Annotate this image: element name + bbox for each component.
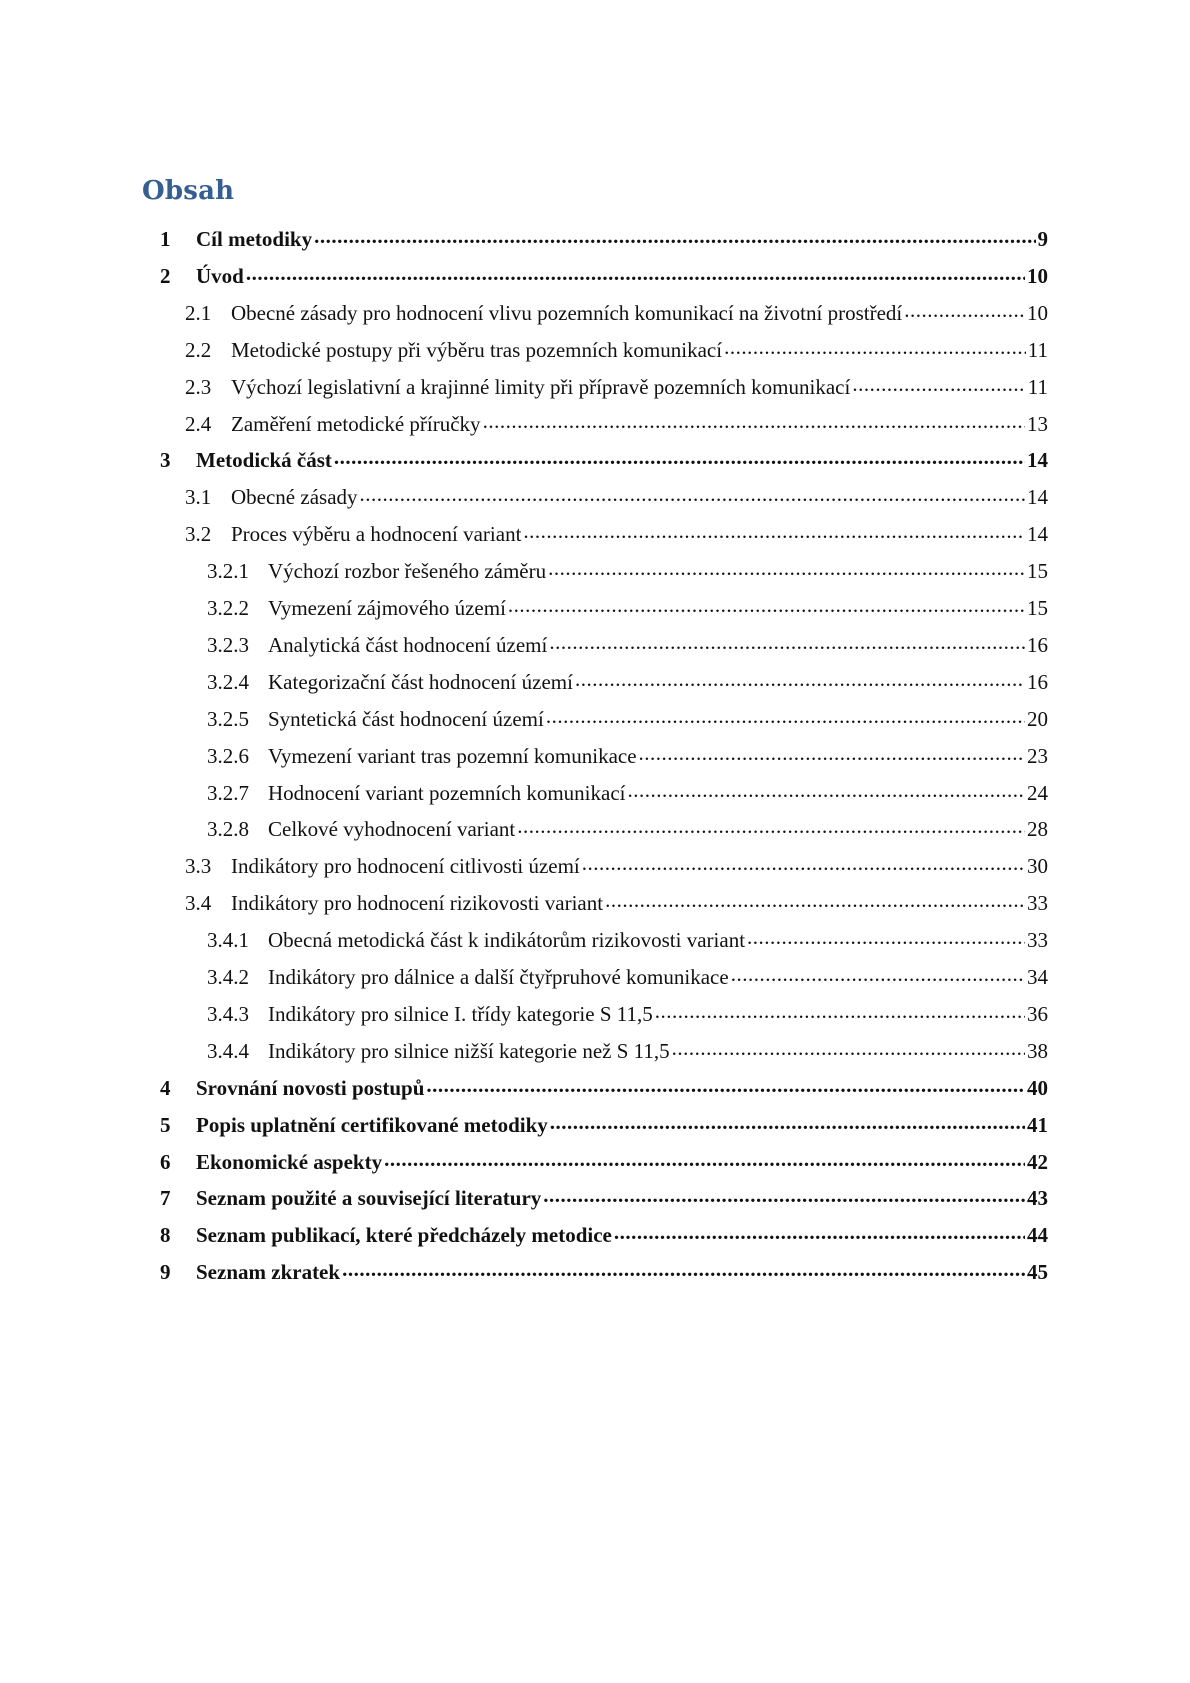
toc-dot-leader xyxy=(605,889,1025,910)
toc-entry[interactable] xyxy=(207,742,1048,772)
toc-dot-leader xyxy=(549,631,1025,652)
toc-dot-leader xyxy=(747,926,1025,947)
toc-dot-leader xyxy=(614,1221,1025,1242)
toc-entry-page-number: 38 xyxy=(1027,1038,1048,1063)
toc-entry-label: Výchozí legislativní a krajinné limity při přípravě pozemních komunikací xyxy=(231,374,851,399)
toc-entry[interactable] xyxy=(185,373,1048,403)
toc-entry-page-number: 13 xyxy=(1027,411,1048,436)
toc-entry-number: 2.2 xyxy=(185,337,212,362)
toc-entry-label: Popis uplatnění certifikované metodiky xyxy=(196,1112,548,1137)
toc-entry-page-number: 24 xyxy=(1027,780,1048,805)
toc-entry-page-number: 9 xyxy=(1037,227,1048,251)
toc-dot-leader xyxy=(543,1184,1025,1205)
toc-entry-label: Vymezení variant tras pozemní komunikace xyxy=(268,743,637,768)
toc-entry-page-number: 33 xyxy=(1027,891,1048,916)
toc-dot-leader xyxy=(360,483,1025,504)
toc-entry[interactable] xyxy=(160,262,1048,292)
toc-entry-page-number: 45 xyxy=(1027,1260,1048,1285)
toc-entry-label: Zaměření metodické příručky xyxy=(231,411,481,436)
toc-entry-label: Obecná metodická část k indikátorům rizikovosti variant xyxy=(268,928,746,953)
toc-entry-number: 3.2.1 xyxy=(207,559,249,584)
toc-dot-leader xyxy=(342,1258,1025,1279)
toc-entry-number: 3.4.2 xyxy=(207,965,249,989)
toc-dot-leader xyxy=(627,779,1025,800)
toc-dot-leader xyxy=(314,225,1035,246)
toc-entry[interactable] xyxy=(207,557,1048,587)
toc-entry-page-number: 16 xyxy=(1027,669,1048,694)
toc-entry-label: Indikátory pro hodnocení citlivosti území xyxy=(231,854,580,879)
toc-entry-label: Obecné zásady pro hodnocení vlivu pozemních komunikací na životní prostředí xyxy=(231,300,903,325)
toc-entry-label: Cíl metodiky xyxy=(196,227,313,251)
toc-entry-page-number: 34 xyxy=(1027,965,1048,989)
toc-entry-page-number: 41 xyxy=(1027,1112,1048,1137)
toc-dot-leader xyxy=(672,1037,1025,1058)
toc-entry-number: 3.2.8 xyxy=(207,817,249,842)
toc-entry-label: Úvod xyxy=(196,263,244,288)
toc-entry-page-number: 42 xyxy=(1027,1149,1048,1174)
toc-entry-page-number: 14 xyxy=(1027,448,1048,473)
toc-entry-page-number: 14 xyxy=(1027,485,1048,510)
toc-entry-label: Výchozí rozbor řešeného záměru xyxy=(268,559,547,584)
toc-entry-number: 9 xyxy=(160,1260,171,1285)
toc-entry-number: 6 xyxy=(160,1149,171,1174)
toc-entry[interactable] xyxy=(207,1000,1048,1030)
toc-entry-number: 8 xyxy=(160,1223,171,1248)
toc-entry[interactable] xyxy=(207,1037,1048,1067)
toc-entry-number: 3.3 xyxy=(185,854,212,879)
toc-dot-leader xyxy=(508,594,1025,615)
toc-entry-label: Indikátory pro silnice I. třídy kategorie S 11,5 xyxy=(268,1001,653,1026)
toc-entry[interactable] xyxy=(185,483,1048,513)
toc-entry[interactable] xyxy=(160,1221,1048,1251)
toc-entry[interactable] xyxy=(160,1111,1048,1141)
toc-entry[interactable] xyxy=(207,705,1048,735)
toc-entry-label: Metodické postupy při výběru tras pozemních komunikací xyxy=(231,337,723,362)
toc-dot-leader xyxy=(904,299,1025,320)
toc-entry-number: 3.2.3 xyxy=(207,632,249,657)
toc-entry-label: Proces výběru a hodnocení variant xyxy=(231,522,522,547)
toc-entry[interactable] xyxy=(207,594,1048,624)
toc-entry-page-number: 28 xyxy=(1027,817,1048,842)
toc-entry-page-number: 15 xyxy=(1027,596,1048,620)
toc-entry[interactable] xyxy=(185,299,1048,329)
toc-entry-label: Celkové vyhodnocení variant xyxy=(268,817,516,842)
toc-entry[interactable] xyxy=(207,668,1048,698)
toc-entry[interactable] xyxy=(185,889,1048,919)
toc-entry-number: 3.4 xyxy=(185,891,212,916)
toc-entry-number: 3.2.2 xyxy=(207,596,249,620)
toc-entry-number: 3.2 xyxy=(185,522,212,547)
toc-entry-page-number: 43 xyxy=(1027,1186,1048,1211)
toc-dot-leader xyxy=(384,1148,1025,1169)
toc-entry-label: Srovnání novosti postupů xyxy=(196,1075,425,1100)
toc-entry-page-number: 44 xyxy=(1027,1223,1048,1248)
toc-entry[interactable] xyxy=(207,779,1048,809)
toc-title: Obsah xyxy=(142,176,235,206)
toc-dot-leader xyxy=(546,705,1025,726)
toc-entry-label: Syntetická část hodnocení území xyxy=(268,706,544,731)
toc-entry[interactable] xyxy=(160,1074,1048,1104)
toc-entry-number: 3.4.3 xyxy=(207,1001,249,1026)
toc-entry-label: Indikátory pro dálnice a další čtyřpruhové komunikace xyxy=(268,965,729,989)
toc-entry-number: 3.1 xyxy=(185,485,212,510)
toc-entry[interactable] xyxy=(185,336,1048,366)
toc-entry-number: 3.2.4 xyxy=(207,669,249,694)
toc-entry[interactable] xyxy=(207,963,1048,993)
toc-dot-leader xyxy=(426,1074,1025,1095)
toc-dot-leader xyxy=(548,557,1025,578)
toc-dot-leader xyxy=(575,668,1025,689)
toc-dot-leader xyxy=(852,373,1025,394)
toc-entry[interactable] xyxy=(185,410,1048,440)
toc-entry-page-number: 11 xyxy=(1027,337,1048,362)
toc-entry-label: Seznam zkratek xyxy=(196,1260,341,1285)
toc-dot-leader xyxy=(483,410,1025,431)
toc-entry-label: Indikátory pro hodnocení rizikovosti variant xyxy=(231,891,604,916)
toc-entry-label: Seznam použité a související literatury xyxy=(196,1186,542,1211)
toc-entry-number: 7 xyxy=(160,1186,171,1211)
toc-entry[interactable] xyxy=(160,1258,1048,1288)
toc-entry-label: Obecné zásady xyxy=(231,485,358,510)
toc-entry[interactable] xyxy=(160,1184,1048,1214)
toc-entry-number: 5 xyxy=(160,1112,171,1137)
toc-dot-leader xyxy=(724,336,1026,357)
toc-dot-leader xyxy=(639,742,1025,763)
toc-entry-number: 2.1 xyxy=(185,300,212,325)
toc-entry-page-number: 23 xyxy=(1027,743,1048,768)
toc-entry-number: 3.2.5 xyxy=(207,706,249,731)
toc-entry-page-number: 16 xyxy=(1027,632,1048,657)
toc-entry-number: 2 xyxy=(160,263,171,288)
toc-entry[interactable] xyxy=(207,815,1048,845)
toc-entry-number: 3.4.4 xyxy=(207,1038,249,1063)
toc-dot-leader xyxy=(246,262,1025,283)
toc-entry[interactable] xyxy=(207,631,1048,661)
toc-entry[interactable] xyxy=(160,225,1048,255)
toc-dot-leader xyxy=(523,520,1025,541)
toc-entry[interactable] xyxy=(160,446,1048,476)
toc-entry-label: Kategorizační část hodnocení území xyxy=(268,669,573,694)
toc-entry-number: 1 xyxy=(160,227,171,251)
toc-entry-page-number: 40 xyxy=(1027,1075,1048,1100)
toc-entry-number: 3 xyxy=(160,448,171,473)
toc-entry-number: 4 xyxy=(160,1075,171,1100)
toc-entry[interactable] xyxy=(207,926,1048,956)
toc-entry-label: Ekonomické aspekty xyxy=(196,1149,383,1174)
toc-entry-page-number: 30 xyxy=(1027,854,1048,879)
toc-entry-number: 2.4 xyxy=(185,411,212,436)
toc-entry-label: Analytická část hodnocení území xyxy=(268,632,548,657)
toc-dot-leader xyxy=(655,1000,1025,1021)
toc-entry-page-number: 33 xyxy=(1027,928,1048,953)
toc-entry-number: 3.2.6 xyxy=(207,743,249,768)
toc-entry-label: Seznam publikací, které předcházely metodice xyxy=(196,1223,612,1248)
toc-entry[interactable] xyxy=(160,1148,1048,1178)
toc-entry-number: 3.4.1 xyxy=(207,928,249,953)
toc-entry-page-number: 20 xyxy=(1027,706,1048,731)
toc-entry[interactable] xyxy=(185,520,1048,550)
toc-entry-label: Indikátory pro silnice nižší kategorie než S 11,5 xyxy=(268,1038,670,1063)
toc-entry-page-number: 15 xyxy=(1027,559,1048,584)
toc-entry-page-number: 36 xyxy=(1027,1001,1048,1026)
toc-entry[interactable] xyxy=(185,852,1048,882)
toc-entry-number: 2.3 xyxy=(185,374,212,399)
toc-dot-leader xyxy=(731,963,1025,984)
toc-entry-label: Metodická část xyxy=(196,448,332,473)
toc-entry-label: Vymezení zájmového území xyxy=(268,596,506,620)
toc-dot-leader xyxy=(550,1111,1025,1132)
toc-entry-page-number: 14 xyxy=(1027,522,1048,547)
toc-dot-leader xyxy=(517,815,1025,836)
toc-dot-leader xyxy=(334,446,1025,467)
toc-entry-page-number: 10 xyxy=(1027,263,1048,288)
toc-dot-leader xyxy=(582,852,1025,873)
toc-entry-number: 3.2.7 xyxy=(207,780,249,805)
toc-entry-page-number: 11 xyxy=(1027,374,1048,399)
toc-entry-page-number: 10 xyxy=(1027,300,1048,325)
toc-entry-label: Hodnocení variant pozemních komunikací xyxy=(268,780,626,805)
